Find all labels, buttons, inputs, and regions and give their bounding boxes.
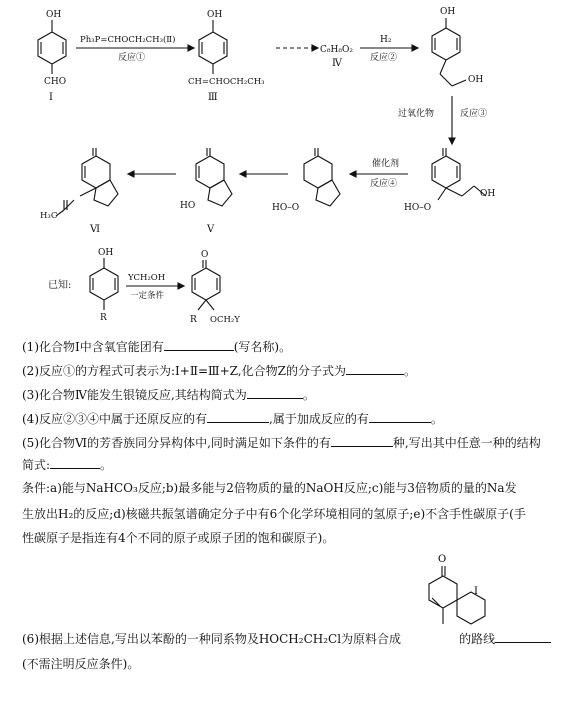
q1-text-a: (1)化合物Ⅰ中含氧官能团有 — [22, 340, 164, 354]
reaction-3-label: 反应③ — [460, 109, 488, 119]
q4-answer-blank-1[interactable] — [207, 410, 269, 423]
reagent-peroxide: 过氧化物 — [398, 109, 435, 119]
compound-1-structure — [38, 20, 66, 74]
q4-text-c: 。 — [430, 412, 443, 426]
compound-5-oh-side: OH — [468, 75, 484, 85]
q2-text-b: 。 — [403, 364, 416, 378]
q3-answer-blank[interactable] — [247, 386, 303, 399]
q5-text-b: 种,写出其中任意一种的结构 — [392, 436, 541, 450]
conditions-line-3: 性碳原子是指连有4个不同的原子或原子团的饱和碳原子)。 — [22, 531, 335, 545]
question-5 — [22, 434, 541, 451]
q2-text-a: (2)反应①的方程式可表示为:Ⅰ+Ⅱ=Ⅲ+Z,化合物Z的分子式为 — [22, 364, 346, 378]
q5-text-c: 简式: — [22, 458, 51, 472]
q6-answer-blank[interactable] — [495, 630, 551, 643]
compound-6-ho: HO — [180, 201, 196, 211]
question-6-line2: (不需注明反应条件)。 — [22, 657, 140, 671]
q5-answer-blank-1[interactable] — [331, 434, 393, 447]
compound-8-oo: HO–O — [404, 203, 432, 213]
reaction-1-label: 反应① — [118, 53, 146, 63]
known-product-structure — [192, 260, 220, 310]
question-3 — [22, 386, 315, 403]
q3-text-b: 。 — [302, 388, 315, 402]
compound-3-label: Ⅲ — [208, 92, 218, 103]
compound-5-oh-top: OH — [440, 7, 456, 17]
question-1 — [22, 338, 291, 355]
compound-7-oo: HO–O — [272, 203, 300, 213]
q4-text-a: (4)反应②③④中属于还原反应的有 — [22, 412, 207, 426]
compound-3-chain: CH=CHOCH₂CH₃ — [188, 77, 265, 87]
q2-answer-blank[interactable] — [346, 362, 404, 375]
compound-5-structure — [196, 148, 232, 206]
known-reagent: YCH₂OH — [128, 273, 166, 283]
known-reactant-structure — [90, 258, 118, 310]
known-condition: 一定条件 — [130, 291, 165, 301]
known-r-left: R — [100, 313, 107, 323]
q1-text-b: (写名称)。 — [233, 340, 292, 354]
q1-answer-blank[interactable] — [164, 338, 234, 351]
reagent-h2: H₂ — [380, 35, 392, 45]
known-label: 已知: — [48, 280, 72, 291]
reaction-scheme — [0, 0, 584, 330]
known-och2y: OCH₂Y — [210, 315, 240, 325]
known-o: O — [201, 250, 209, 260]
q3-text-a: (3)化合物Ⅳ能发生银镜反应,其结构简式为 — [22, 388, 247, 402]
target-label: Ⅰ — [474, 586, 478, 597]
compound-3-oh: OH — [207, 10, 223, 20]
q6-text-b: 的路线 — [459, 632, 496, 646]
compound-1-cho: CHO — [44, 77, 67, 87]
question-6 — [22, 630, 551, 647]
reagent-ii: Ph₃P=CHOCH₂CH₃(Ⅱ) — [80, 35, 176, 45]
compound-peroxide-structure — [432, 148, 486, 200]
q4-answer-blank-2[interactable] — [369, 410, 431, 423]
compound-8-oh: OH — [480, 189, 496, 199]
reaction-4-label: 反应④ — [370, 179, 398, 189]
q5-text-a: (5)化合物Ⅵ的芳香族同分异构体中,同时满足如下条件的有 — [22, 436, 331, 450]
compound-4-formula: C₈H₈O₂ — [320, 45, 353, 55]
conditions-line-2: 生放出H₂的反应;d)核磁共振氢谱确定分子中有6个化学环境相同的氢原子;e)不含手性碳原子(手 — [22, 507, 526, 521]
question-4 — [22, 410, 443, 427]
question-2 — [22, 362, 416, 379]
target-o: O — [438, 554, 447, 565]
conditions-line-1: 条件:a)能与NaHCO₃反应;b)最多能与2倍物质的量的NaOH反应;c)能与3倍物质的量的Na发 — [22, 481, 517, 495]
compound-7-structure — [304, 148, 340, 206]
compound-vi-label: Ⅵ — [90, 224, 101, 235]
q4-text-b: ,属于加成反应的有 — [269, 412, 369, 426]
compound-4-label: Ⅳ — [332, 58, 342, 69]
reaction-2-label: 反应② — [370, 53, 398, 63]
compound-4-reduced-structure — [432, 18, 466, 86]
reagent-catalyst: 催化剂 — [372, 159, 400, 169]
compound-5-label: Ⅴ — [207, 224, 215, 235]
compound-1-label: Ⅰ — [49, 92, 53, 103]
q6-text-a: (6)根据上述信息,写出以苯酚的一种同系物及HOCH₂CH₂Cl为原料合成 — [22, 632, 402, 646]
compound-6-structure — [56, 148, 118, 216]
q5-answer-blank-2[interactable] — [50, 456, 100, 469]
known-r-right: R — [190, 315, 197, 325]
compound-3-structure — [199, 20, 227, 74]
q5-text-d: 。 — [100, 458, 113, 472]
question-5-line2 — [22, 456, 112, 473]
known-oh: OH — [98, 248, 114, 258]
compound-vi-methyl: H₃C — [40, 211, 58, 221]
compound-1-oh: OH — [46, 10, 62, 20]
